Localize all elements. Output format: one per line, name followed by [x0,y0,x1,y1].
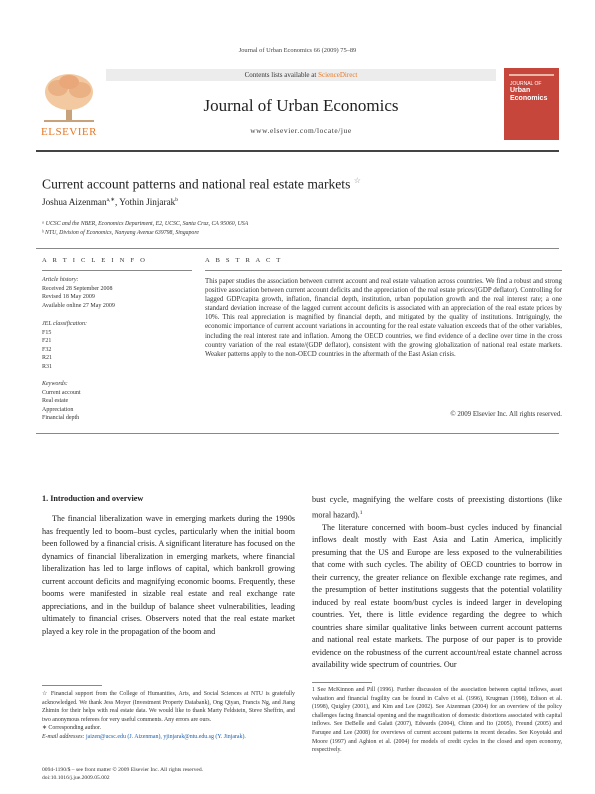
jel-code: F15 [42,329,52,336]
keywords-label: Keywords: [42,381,68,387]
contents-line [106,69,496,81]
intro-paragraph-continuation [312,494,562,522]
abstract-rule [205,270,562,271]
keywords [42,380,192,423]
jel-code: R31 [42,363,53,370]
article-history [42,276,192,310]
journal-banner [106,68,496,145]
front-matter-footer [42,766,203,782]
abstract-heading: A B S T R A C T [205,257,283,264]
author-1-sup[interactable]: a,∗ [106,197,115,203]
author-2-sup[interactable]: b [175,197,178,203]
journal-header [36,68,559,145]
email-label: E-mail addresses: [42,733,85,740]
journal-title: Journal of Urban Economics [203,96,399,115]
left-footnote-rule [42,685,102,686]
received-date: Received 28 September 2008 [42,285,113,292]
intro-paragraph-1: The financial liberalization wave in emerging markets during the 1990s has frequently led to boom–bust cycles, particularly when the initial boom been followed by a financial crisis. A significant literature has focused on the dynamics of financial liberalization in emerging markets, where financial liberalization has led to large inflows of capital, which bankroll growing current account deficits and magnifying economic booms. Frequently, these booms were manifested in sizable real estate and real exchange rate appreciations, and in the buildup of balance sheet vulnerabilities, leading ultimately to financial crises. Observers noted that the real estate market played a key role in the propagation of the boom and [42,514,295,636]
author-list [42,197,178,207]
author-separator: , [115,197,120,208]
jel-code: F21 [42,338,52,345]
revised-date: Revised 18 May 2009 [42,294,95,301]
author-1: Joshua Aizenman [42,197,107,208]
left-column [42,513,295,638]
cover-line3: Economics [510,95,548,102]
keyword: Real estate [42,398,69,405]
cover-line1: JOURNAL OF [510,81,542,87]
publisher-name: ELSEVIER [41,126,97,138]
sciencedirect-link[interactable]: ScienceDirect [318,71,358,79]
affiliation-b: ᵇ NTU, Division of Economics, Nanyang Avenue 639798, Singapore [42,230,199,236]
jel-code: F32 [42,346,52,353]
left-footnotes [42,690,295,742]
keyword: Current account [42,389,81,396]
right-footnote-rule [312,682,372,683]
affiliation-rule [36,248,559,249]
cover-stripe [509,74,554,76]
online-date: Available online 27 May 2009 [42,302,115,309]
journal-url[interactable]: www.elsevier.com/locate/jue [250,126,352,135]
continuation-text: bust cycle, magnifying the welfare costs of preexisting distortions (like moral hazard). [312,495,562,520]
abstract-bottom-rule [36,433,559,434]
header-rule [36,150,559,152]
section-1-heading: 1. Introduction and overview [42,494,144,503]
title-footnote: ☆ Financial support from the College of Humanities, Arts, and Social Sciences at NTU is gratefully acknowledged. We thank Jess Moyer (Investment Property Databank), Ong Qiyan, Francis Ng, and Jiang Zhimin for their helps with real estate data. We would like to thank Marty Feldstein, Steve Sheffrin, and two anonymous referees for very useful comments. Any errors are ours. [42,691,295,723]
abstract-text: This paper studies the association between current account and real estate valuation across countries. We find a robust and strong positive association between current account deficits and the appreciation of the real estate prices/(GDP deflator). Controlling for lagged GDP/capita growth, inflation, financial depth, institution, urban population growth and the real interest rate; a one standard deviation increase of the lagged current account deficits is associated with an appreciation of the real estate prices by 10%. This real appreciation is magnified by financial depth, and mitigated by the quality of institutions. Intriguingly, the economic importance of current account variations in accounting for the real estate valuation exceeds that of the other variables, including the real interest rate and inflation. Among the OECD countries, we find evidence of a decline over time in the cross country variation of the real estate/(GDP deflator), consistent with the growing globalization of national real estate markets. Weaker patterns apply to the non-OECD countries in the aftermath of the East Asian crisis. [205,278,562,358]
article-title [42,176,361,193]
right-footnotes [312,686,562,755]
doi-line[interactable]: doi:10.1016/j.jue.2009.05.002 [42,775,110,782]
email-note [42,733,295,742]
corresponding-author-note: ∗ Corresponding author. [42,725,102,732]
affiliation-a: ᵃ UCSC and the NBER, Economics Department, E2, UCSC, Santa Cruz, CA 95060, USA [42,221,249,227]
email-addresses[interactable]: jaizen@ucsc.edu (J. Aizenman), yjinjarak@ntu.edu.sg (Y. Jinjarak). [85,733,246,740]
history-label: Article history: [42,277,79,283]
info-rule [42,270,192,271]
footnote-1-ref[interactable]: 1 [359,509,363,516]
jel-classification [42,320,192,372]
jel-code: R21 [42,355,53,362]
intro-paragraph-2: The literature concerned with boom–bust cycles induced by financial inflows dealt mostly with East Asia and Latin America, implicitly presuming that the US and Europe are less exposed to the vulnerabilities that come with such cycles. The ability of OECD countries to borrow in their currency, the greater reliance on flexible exchange rate regimes, and the presumption of better institutions suggests that the potential volatility induced by real estate boom/bust cycles is indeed larger in developing countries. Yet, there is little evidence regarding the degree to which countries share similar qualitative links between current account patterns and national real estate markets. The purpose of our paper is to provide evidence on the robustness of the current account/real estate channel across availability wide spectrum of countries. Our [312,522,562,670]
keyword: Appreciation [42,406,74,413]
cover-line2: Urban [510,87,531,94]
journal-cover-image [504,68,559,140]
article-info-heading: A R T I C L E I N F O [42,257,148,264]
footnote-1: 1 See McKinnon and Pill (1996). Further discussion of the association between capital inflows, asset valuation and financial fragility can be found in Calvo et al. (1996), Krugman (1998), Edison et al. (1998), Quigley (2001), and Kim and Lee (2002). See Aizenman (2004) for an overview of the policy challenges facing financial opening and the magnification of domestic distortions associated with capital inflows. See DeBelle and Galati (2007), Edwards (2004), Chinn and Ito (2005), Freund (2005) and Faruqee and Lee (2008) for overviews of current account patterns in recent decades. See Koyotaki and Moore (1997) and Aghion et al. (2004) for models of credit cycles in the closed and open economy, respectively. [312,687,562,754]
contents-prefix: Contents lists available at [244,71,319,79]
keyword: Financial depth [42,415,80,422]
title-footnote-mark[interactable]: ☆ [353,176,361,185]
journal-reference: Journal of Urban Economics 66 (2009) 75–89 [238,47,357,54]
copyright-line: © 2009 Elsevier Inc. All rights reserved. [450,411,562,418]
article-title-text: Current account patterns and national real estate markets [42,176,351,192]
right-column [312,494,562,672]
issn-line: 0094-1190/$ – see front matter © 2009 Elsevier Inc. All rights reserved. [42,767,204,773]
author-2: Yothin Jinjarak [119,197,176,208]
elsevier-tree-logo [36,68,102,140]
jel-label: JEL classification: [42,321,88,327]
